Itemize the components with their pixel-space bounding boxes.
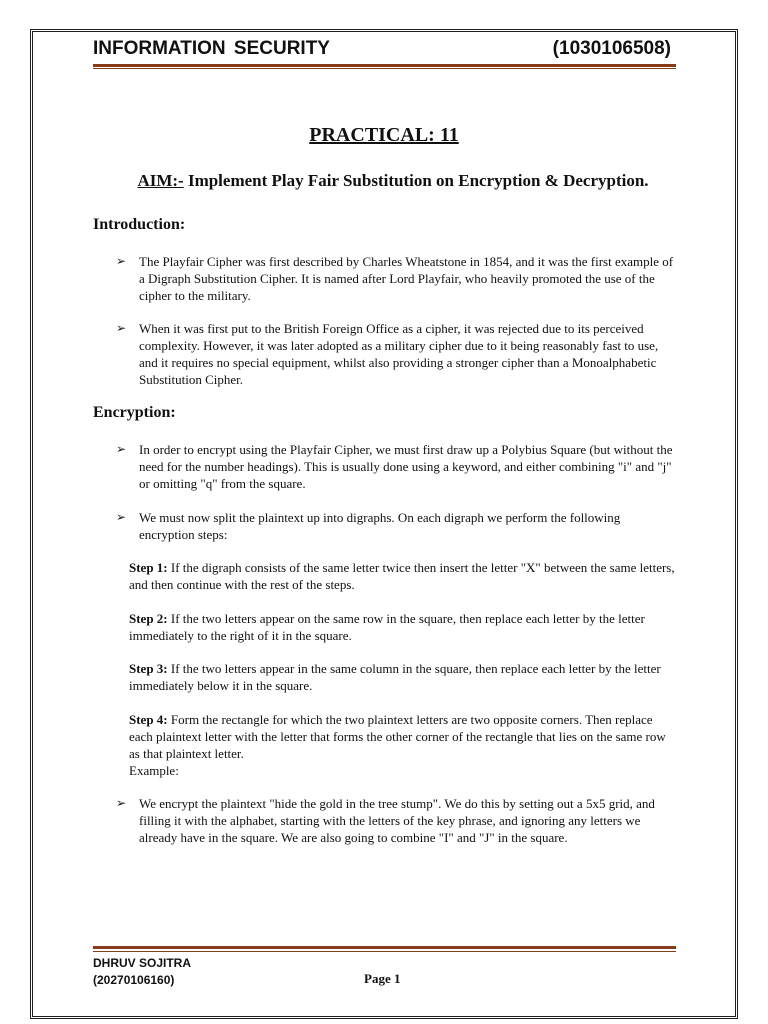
header-code: (1030106508) (552, 38, 671, 59)
introduction-heading: Introduction: (93, 216, 186, 233)
footer-author (93, 955, 191, 989)
arrow-bullet-icon: ➢ (116, 321, 127, 335)
step-text: If the digraph consists of the same letter twice then insert the letter "X" between the same letters, and then continue with the rest of the steps. (129, 560, 675, 592)
encryption-step (129, 660, 677, 694)
page-title: PRACTICAL: 11 (309, 124, 459, 146)
header-subject: INFORMATION SECURITY (93, 38, 330, 59)
step-label: Step 2: (129, 611, 168, 626)
step-label: Step 1: (129, 560, 168, 575)
list-item (116, 320, 678, 388)
page-header (93, 38, 671, 60)
step-label: Step 4: (129, 712, 168, 727)
step-text: If the two letters appear on the same row in the square, then replace each letter by the letter immediately to the right of it in the square. (129, 611, 645, 643)
list-item (116, 509, 678, 543)
aim-label: AIM:- (137, 171, 184, 190)
header-rule (93, 64, 676, 67)
arrow-bullet-icon: ➢ (116, 796, 127, 810)
page-number: Page 1 (364, 971, 401, 986)
encryption-step (129, 711, 677, 779)
encryption-step (129, 559, 677, 593)
list-item (116, 253, 678, 304)
encryption-step (129, 610, 677, 644)
arrow-bullet-icon: ➢ (116, 510, 127, 524)
author-name: DHRUV SOJITRA (93, 956, 192, 970)
list-item-text: The Playfair Cipher was first described by Charles Wheatstone in 1854, and it was the first example of a Digraph Substitution Cipher. It is named after Lord Playfair, who heavily promoted the use of the cipher to the military. (139, 254, 674, 303)
header-rule-thin (93, 68, 676, 69)
example-label: Example: (129, 763, 179, 778)
step-text: Form the rectangle for which the two plaintext letters are two opposite corners. Then replace each plaintext letter with the letter that forms the other corner of the rectangle that lies on the same row as that plaintext letter. (129, 712, 666, 761)
list-item-text: When it was first put to the British Foreign Office as a cipher, it was rejected due to its perceived complexity. However, it was later adopted as a military cipher due to it being reasonably fast to use, and it requires no special equipment, whilst also providing a stronger cipher than a Monoalphabetic Substitution Cipher. (139, 321, 659, 387)
list-item-text: In order to encrypt using the Playfair Cipher, we must first draw up a Polybius Square (but without the need for the number headings). This is usually done using a keyword, and either combining "i" and "j" or omitting "q" from the square. (139, 442, 673, 491)
list-item-text: We must now split the plaintext up into digraphs. On each digraph we perform the following encryption steps: (139, 510, 621, 542)
step-label: Step 3: (129, 661, 168, 676)
aim-statement (118, 170, 668, 192)
list-item (116, 795, 678, 846)
footer-rule-thin (93, 951, 676, 952)
footer-rule (93, 946, 676, 949)
list-item (116, 441, 678, 492)
author-id: (20270106160) (93, 973, 175, 987)
encryption-heading: Encryption: (93, 404, 176, 421)
list-item-text: We encrypt the plaintext "hide the gold in the tree stump". We do this by setting out a 5x5 grid, and filling it with the alphabet, starting with the letters of the key phrase, and ignoring any letters we already have in the square. We are also going to combine "I" and "J" in the square. (139, 796, 655, 845)
arrow-bullet-icon: ➢ (116, 442, 127, 456)
step-text: If the two letters appear in the same column in the square, then replace each letter by the letter immediately below it in the square. (129, 661, 661, 693)
aim-text: Implement Play Fair Substitution on Encryption & Decryption. (183, 171, 649, 190)
arrow-bullet-icon: ➢ (116, 254, 127, 268)
